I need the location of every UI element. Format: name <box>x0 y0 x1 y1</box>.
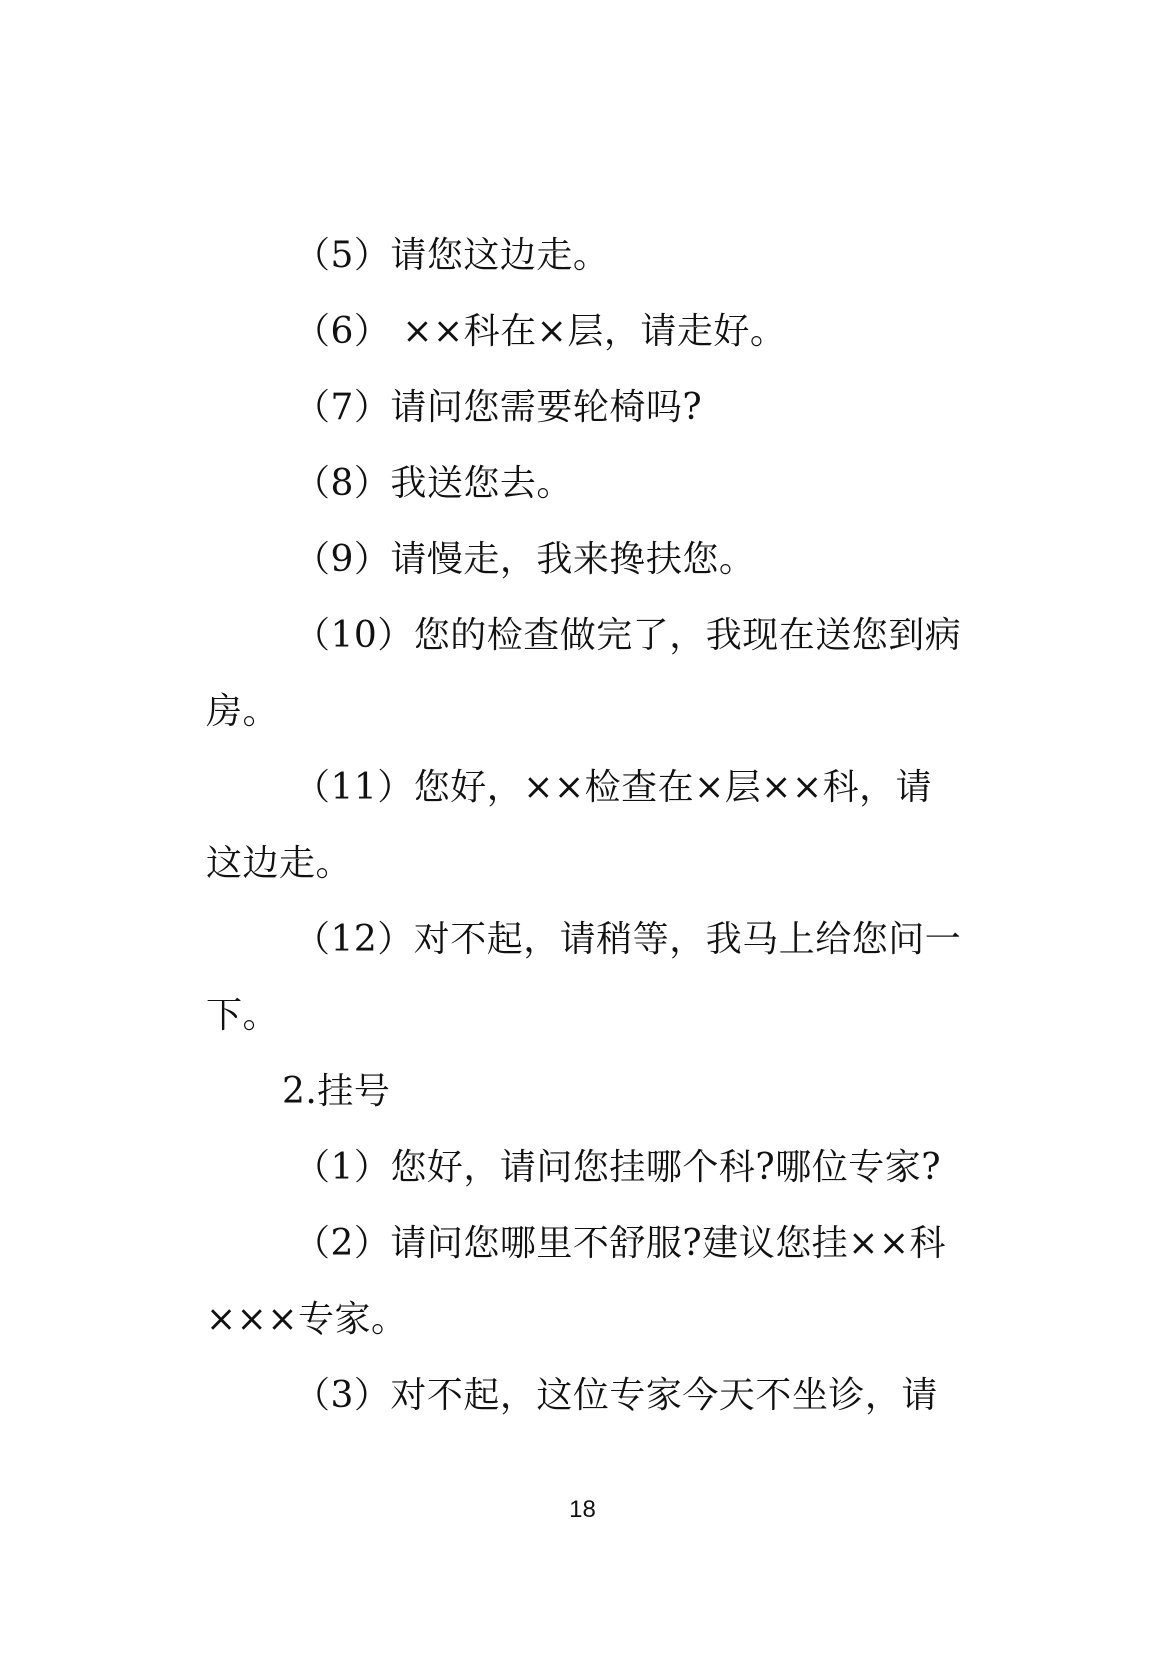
list-item: （12）对不起，请稍等，我马上给您问一 <box>294 919 962 960</box>
list-item: （8）我送您去。 <box>294 463 573 504</box>
list-item: （10）您的检查做完了，我现在送您到病 <box>294 615 962 656</box>
list-item: （9）请慢走，我来搀扶您。 <box>294 539 756 580</box>
list-item: （2）请问您哪里不舒服?建议您挂××科 <box>294 1223 947 1264</box>
list-item-continuation: 下。 <box>206 995 280 1036</box>
list-item-continuation: ×××专家。 <box>206 1299 408 1340</box>
body-text <box>206 218 966 1434</box>
section-heading: 2.挂号 <box>282 1071 391 1112</box>
list-item: （3）对不起，这位专家今天不坐诊，请 <box>294 1375 938 1416</box>
list-item: （6） ××科在×层，请走好。 <box>294 311 787 352</box>
list-item-continuation: 房。 <box>206 691 280 732</box>
list-item: （5）请您这边走。 <box>294 235 610 276</box>
page-number: 18 <box>569 1496 596 1523</box>
list-item: （7）请问您需要轮椅吗? <box>294 387 703 428</box>
list-item: （11）您好，××检查在×层××科，请 <box>294 767 933 808</box>
list-item: （1）您好，请问您挂哪个科?哪位专家? <box>294 1147 942 1188</box>
list-item-continuation: 这边走。 <box>206 843 353 884</box>
